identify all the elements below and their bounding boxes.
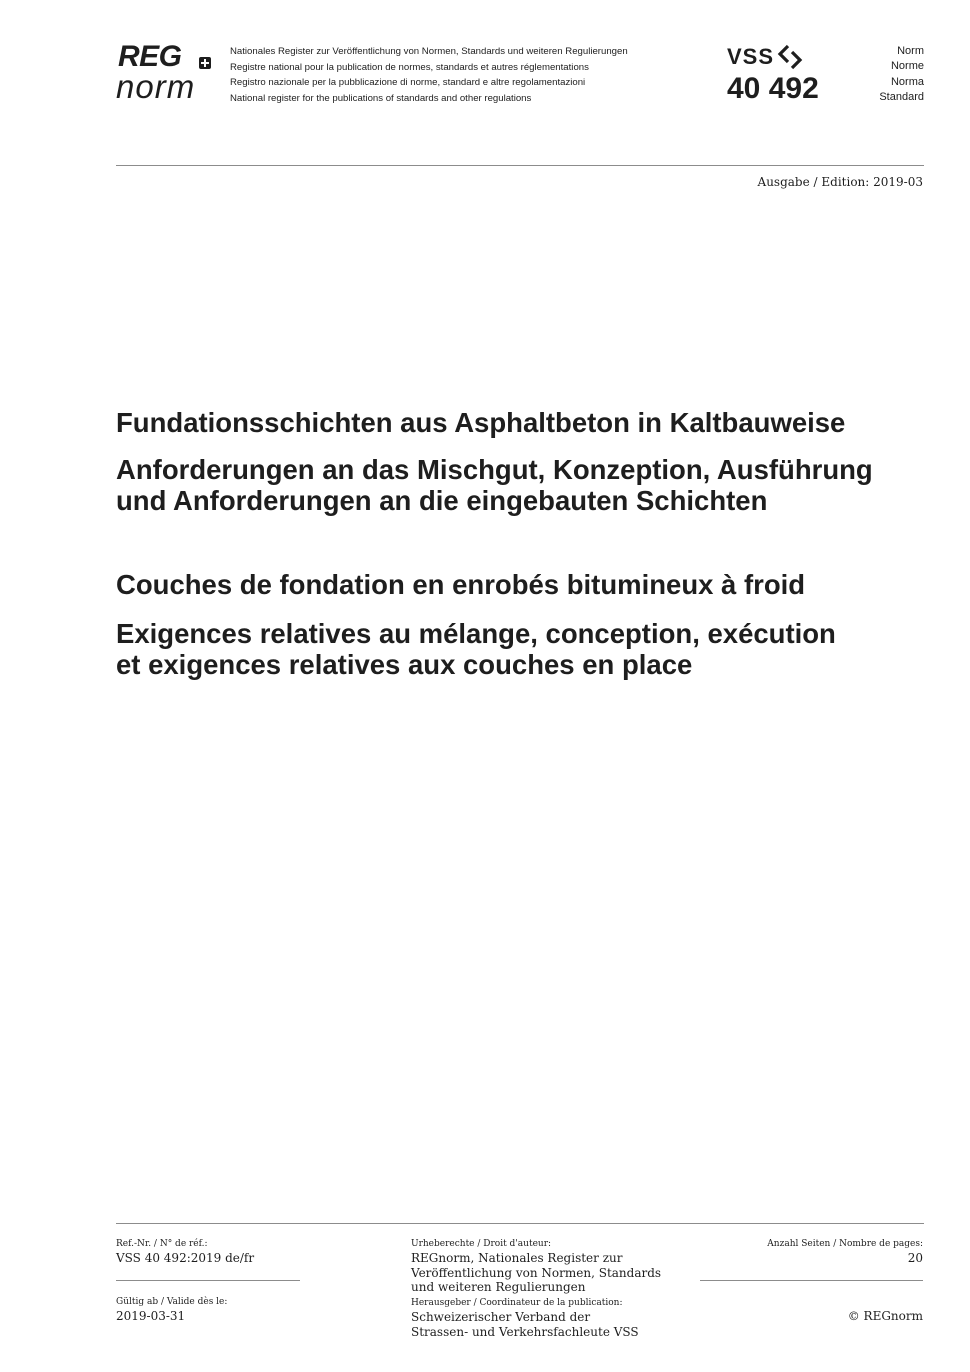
pages-divider (700, 1280, 923, 1281)
edition-date: Ausgabe / Edition: 2019-03 (757, 175, 923, 189)
vss-norm-id (727, 42, 847, 108)
copyright-label: Urheberechte / Droit d'auteur: (411, 1239, 552, 1249)
copyright-holder-line3: und weiteren Regulierungen (411, 1280, 586, 1294)
valid-from-value: 2019-03-31 (116, 1309, 186, 1323)
register-description (230, 44, 670, 106)
ref-number-label: Ref.-Nr. / N° de réf.: (116, 1239, 208, 1249)
type-label-it: Norma (890, 75, 924, 88)
type-label-de: Norm (897, 45, 924, 57)
vss-label: VSS (727, 44, 775, 69)
logo-reg-text: REG (118, 40, 182, 73)
type-label-fr: Norme (890, 60, 924, 73)
copyright-mark: © REGnorm (847, 1309, 923, 1323)
vss-chevrons-icon (776, 44, 804, 70)
type-label-en: Standard (879, 90, 924, 103)
logo-norm-text: norm (116, 68, 196, 105)
norm-number: 40 492 (727, 72, 819, 105)
regnorm-logo (116, 40, 216, 106)
publisher-line2: Strassen- und Verkehrsfachleute VSS (411, 1324, 639, 1339)
copyright-holder-line1: REGnorm, Nationales Register zur (411, 1251, 623, 1265)
subtitle-fr-line1: Exigences relatives au mélange, conception, exécution (116, 618, 836, 649)
title-fr: Couches de fondation en enrobés bitumineux à froid (116, 569, 806, 600)
swiss-cross-icon (199, 57, 211, 69)
copyright-holder-line2: Veröffentlichung von Normen, Standards (411, 1265, 662, 1280)
subtitle-de-line2: und Anforderungen an die eingebauten Schichten (116, 485, 768, 516)
register-line-en: National register for the publications of standards and other regulations (230, 92, 532, 104)
document-type-labels (879, 44, 924, 105)
ref-number-value: VSS 40 492:2019 de/fr (116, 1251, 255, 1265)
subtitle-de-line1: Anforderungen an das Mischgut, Konzeption, Ausführung (116, 454, 873, 485)
page-count-value: 20 (907, 1251, 923, 1265)
header-divider (116, 165, 924, 166)
subtitle-fr-line2: et exigences relatives aux couches en place (116, 649, 693, 680)
register-line-fr: Registre national pour la publication de normes, standards et autres réglementations (230, 61, 589, 73)
valid-from-label: Gültig ab / Valide dès le: (116, 1297, 228, 1307)
register-line-de: Nationales Register zur Veröffentlichung von Normen, Standards und weiteren Regulierungen (230, 46, 628, 57)
publisher-line1: Schweizerischer Verband der (411, 1310, 591, 1324)
footer-divider (116, 1223, 924, 1224)
register-line-it: Registro nazionale per la pubblicazione di norme, standard e altre regolamentazioni (230, 77, 586, 88)
title-de: Fundationsschichten aus Asphaltbeton in Kaltbauweise (116, 407, 846, 438)
ref-divider (116, 1280, 300, 1281)
page-count-label: Anzahl Seiten / Nombre de pages: (767, 1239, 923, 1249)
publisher-label: Herausgeber / Coordinateur de la publication: (411, 1298, 623, 1308)
